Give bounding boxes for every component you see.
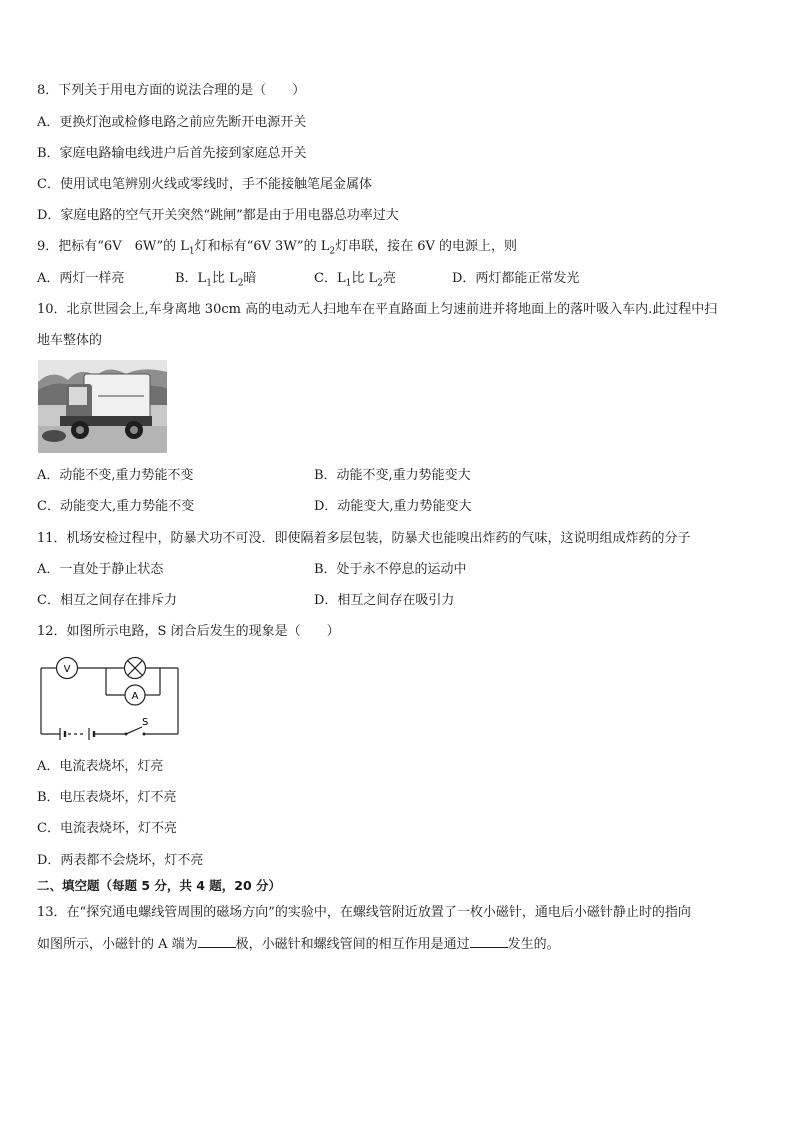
q10-stem-line1: 10．北京世园会上,车身离地 30cm 高的电动无人扫地车在平直路面上匀速前进并将地面上的落叶吸入车内.此过程中扫 [37,302,718,317]
q8-option-c: C．使用试电笔辨别火线或零线时，手不能接触笔尾金属体 [37,177,372,192]
switch-label: S [142,717,149,728]
q10-option-b: B．动能不变,重力势能变大 [314,468,471,483]
q11-option-a: A．一直处于静止状态 [37,562,164,577]
q12-option-d: D．两表都不会烧坏，灯不亮 [37,853,204,868]
ammeter-label: A [131,691,139,702]
street-sweeper-photo [38,360,167,453]
q11-option-b: B．处于永不停息的运动中 [314,562,467,577]
q9-option-a: A．两灯一样亮 [37,271,125,286]
answer-blank-1[interactable] [198,935,236,948]
circuit-diagram [38,655,188,741]
q13-stem-line2: 如图所示，小磁针的 A 端为 极，小磁针和螺线管间的相互作用是通过 发生的。 [37,937,560,952]
q12-option-c: C．电流表烧坏，灯不亮 [37,821,177,836]
q8-option-b: B．家庭电路输电线进户后首先接到家庭总开关 [37,146,307,161]
answer-blank-2[interactable] [470,935,508,948]
q10-option-c: C．动能变大,重力势能不变 [37,499,195,514]
q10-option-a: A．动能不变,重力势能不变 [37,468,194,483]
q8-option-a: A．更换灯泡或检修电路之前应先断开电源开关 [37,115,307,130]
q12-stem: 12．如图所示电路，S 闭合后发生的现象是（ ） [37,624,340,639]
section-heading: 二、填空题（每题 5 分，共 4 题，20 分） [37,878,282,893]
q12-option-a: A．电流表烧坏，灯亮 [37,759,164,774]
q9-option-d: D．两灯都能正常发光 [452,271,580,286]
q9-stem: 9．把标有“6V 6W”的 $L_1$灯和标有“6V 3W”的 $L_2$灯串联，接在 6V 的电源上，则 [37,239,518,257]
q10-stem-line2: 地车整体的 [37,333,103,348]
q12-option-b: B．电压表烧坏，灯不亮 [37,790,177,805]
q13-stem-line1: 13．在“探究通电螺线管周围的磁场方向”的实验中，在螺线管附近放置了一枚小磁针，通电后小磁针静止时的指向 [37,905,691,920]
q10-option-d: D．动能变大,重力势能变大 [314,499,472,514]
q11-option-d: D．相互之间存在吸引力 [314,593,455,608]
q9-option-b: B．$L_1$比 $L_2$暗 [175,271,257,289]
q9-option-c: C．$L_1$比 $L_2$亮 [314,271,396,289]
q8-stem: 8．下列关于用电方面的说法合理的是（ ） [37,83,306,98]
voltmeter-label: V [63,664,71,675]
q8-option-d: D．家庭电路的空气开关突然“跳闸”都是由于用电器总功率过大 [37,208,399,223]
q11-stem: 11．机场安检过程中，防暴犬功不可没．即使隔着多层包装，防暴犬也能嗅出炸药的气味，这说明组成炸药的分子 [37,531,691,546]
q11-option-c: C．相互之间存在排斥力 [37,593,177,608]
